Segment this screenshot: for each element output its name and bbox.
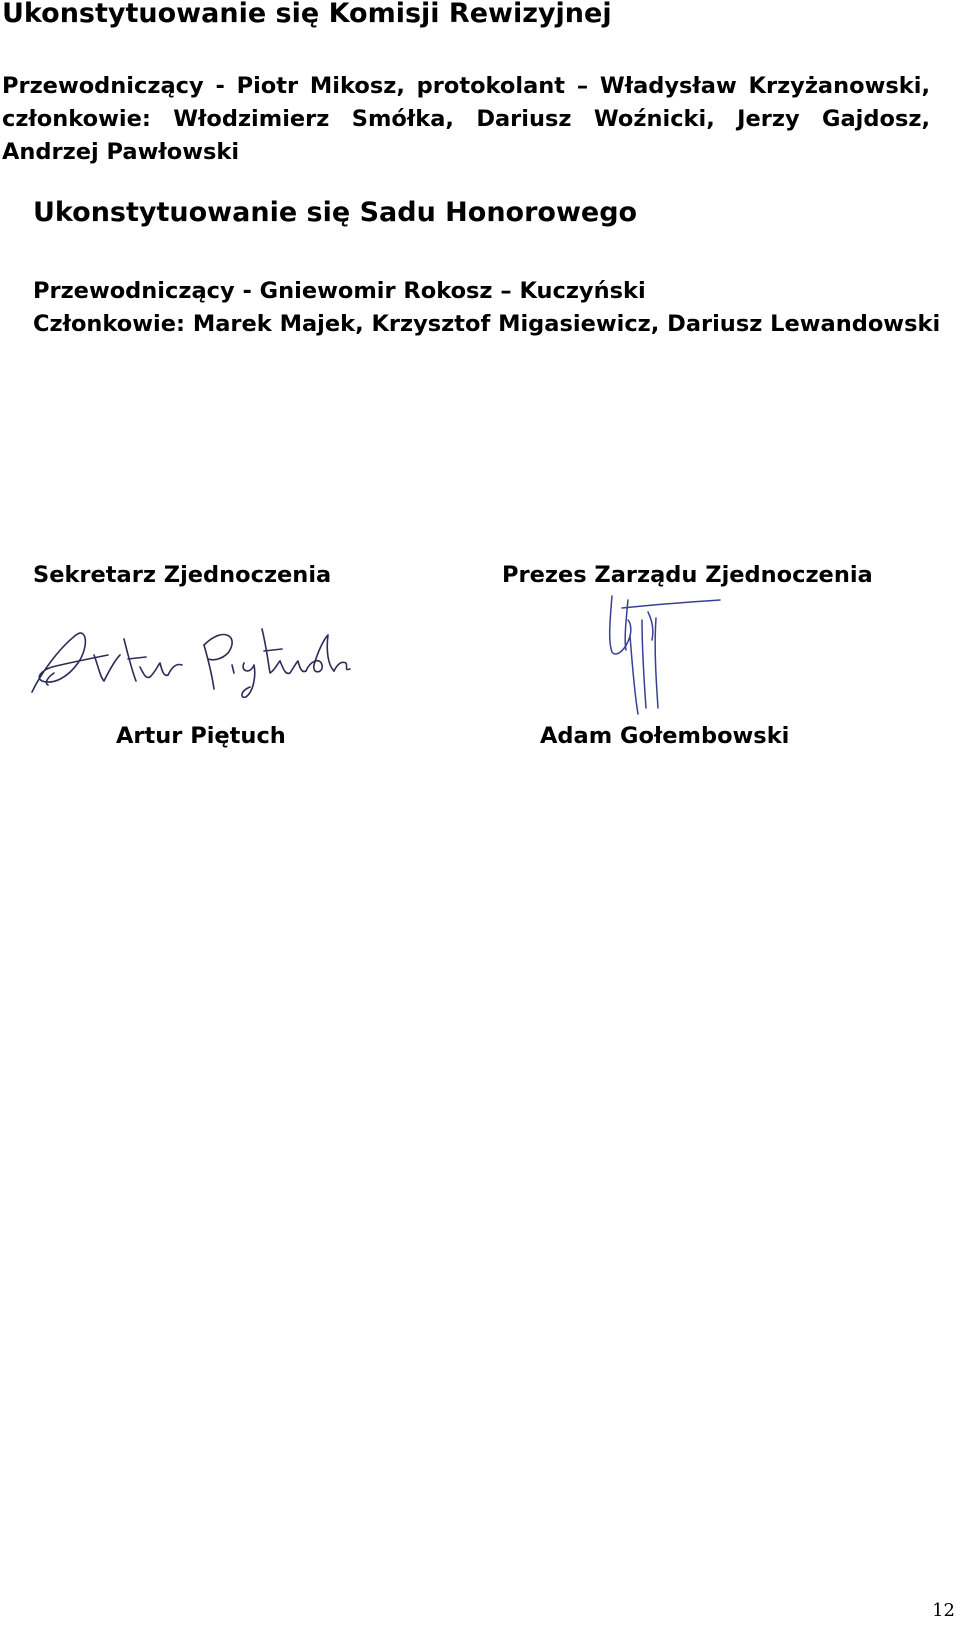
komisja-heading: Ukonstytuowanie się Komisji Rewizyjnej xyxy=(2,0,612,29)
sad-members-text xyxy=(33,275,955,341)
komisja-members-text: Przewodniczący - Piotr Mikosz, protokolant – Władysław Krzyżanowski, członkowie: Włodzimierz Smółka, Dariusz Woźnicki, Jerzy Gajdosz, Andrzej Pawłowski xyxy=(2,73,930,165)
president-title: Prezes Zarządu Zjednoczenia xyxy=(502,562,873,588)
sad-heading: Ukonstytuowanie się Sadu Honorowego xyxy=(33,197,638,228)
secretary-signature xyxy=(28,615,358,705)
president-name: Adam Gołembowski xyxy=(540,723,790,749)
president-signature xyxy=(600,590,740,720)
secretary-name: Artur Piętuch xyxy=(116,723,286,749)
page-number: 12 xyxy=(932,1600,955,1621)
sad-members-line: Członkowie: Marek Majek, Krzysztof Migasiewicz, Dariusz Lewandowski xyxy=(33,311,941,337)
secretary-title: Sekretarz Zjednoczenia xyxy=(33,562,332,588)
sad-chair-line: Przewodniczący - Gniewomir Rokosz – Kuczyński xyxy=(33,278,646,304)
